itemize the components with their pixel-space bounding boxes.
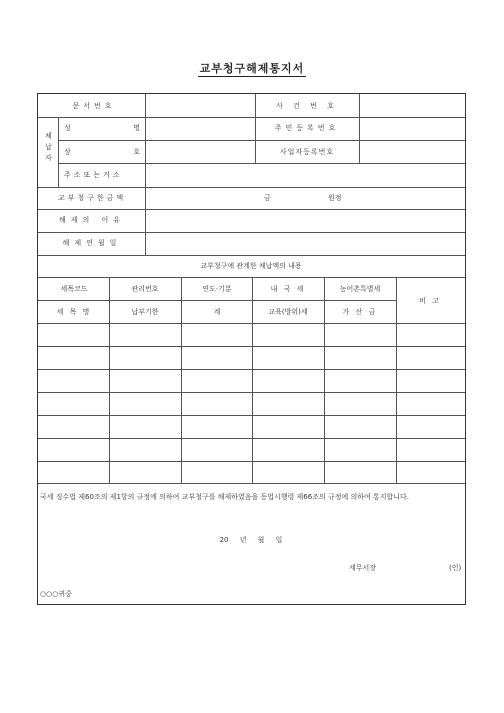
col-due-date: 납부기한 — [131, 308, 159, 316]
date-label: 해제연월일 — [62, 239, 122, 247]
col-tax-name: 세 목 명 — [56, 308, 92, 316]
amount-label: 교부청구한금액 — [57, 194, 127, 202]
doc-no-label: 문서번호 — [72, 102, 116, 110]
notice-date-line: 20 년 월 일 — [219, 536, 283, 544]
col-education-tax: 교육(방위)세 — [268, 308, 308, 316]
reason-label: 해제의 이유 — [58, 216, 126, 224]
notice-form — [37, 93, 466, 605]
document-title: 교부청구해제통지서 — [199, 62, 305, 75]
col-tax-code: 세목코드 — [60, 285, 88, 293]
col-rural-tax: 농어촌특별세 — [339, 285, 381, 293]
brn-label: 사업자등록번호 — [279, 148, 335, 156]
case-no-label: 사 건 번 호 — [276, 102, 338, 110]
address-label: 주소또는거소 — [64, 171, 123, 179]
notice-statement: 국세 징수법 제60조의 제1항의 규정에 의하여 교부청구를 해제하였음을 동법시행령 제66조의 규정에 의하여 통지합니다. — [40, 493, 410, 501]
col-national-tax: 내 국 세 — [270, 285, 306, 293]
company-label: 상 호 — [64, 148, 140, 156]
col-total: 계 — [213, 308, 221, 316]
amount-unit: 원정 — [328, 194, 342, 202]
seal-mark: (인) — [449, 564, 462, 572]
amount-currency: 금 — [264, 194, 271, 202]
recipient: ○○○귀중 — [40, 590, 72, 598]
col-penalty: 가 산 금 — [342, 308, 378, 316]
taxpayer-label: 체납자 — [45, 132, 52, 162]
name-label: 성 명 — [64, 124, 140, 132]
col-note: 비 고 — [419, 297, 441, 305]
detail-section-title: 교부청구에 관계한 체납액의 내용 — [200, 262, 302, 270]
signer-title: 세무서장 — [349, 564, 377, 572]
col-mgmt-no: 관리번호 — [131, 285, 159, 293]
col-year-type: 연도·기분 — [202, 285, 232, 293]
rrn-label: 주민등록번호 — [274, 124, 340, 132]
